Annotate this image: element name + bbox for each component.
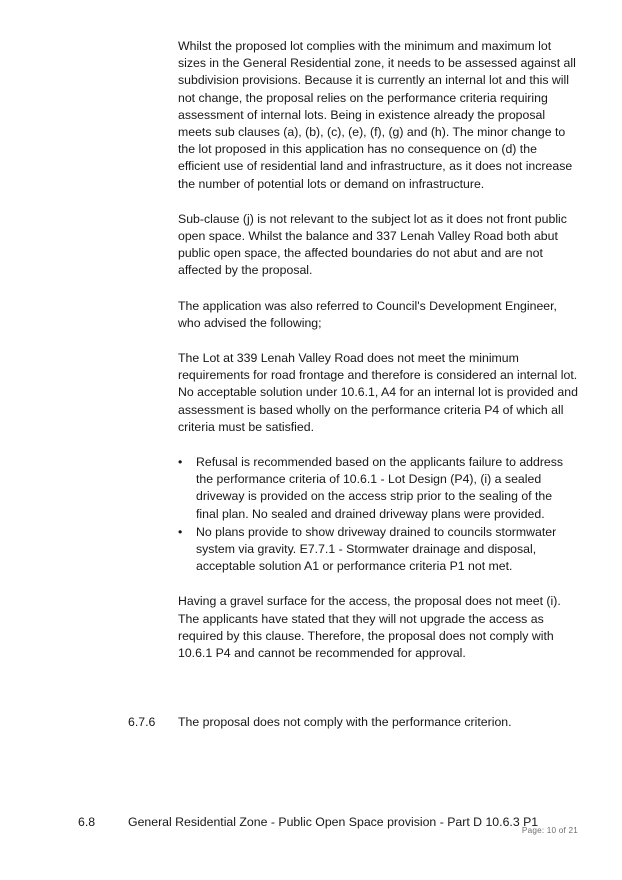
spacer-before-section-2 bbox=[0, 780, 622, 814]
bullet-point-icon: • bbox=[178, 524, 183, 539]
paragraph-sub-clause-j: Sub-clause (j) is not relevant to the subject lot as it does not front public open space. Whilst the balance and 337 Lenah Valley Road both abut public open space, the affected boundaries do not abut and are not affected by the proposal. bbox=[178, 211, 567, 278]
clause-text: The proposal does not comply with the performance criterion. bbox=[178, 715, 512, 730]
section-number: 6.8 bbox=[78, 814, 96, 829]
document-body bbox=[0, 38, 622, 831]
list-item-text: Refusal is recommended based on the applicants failure to address the performance criteria of 10.6.1 - Lot Design (P4), (i) a sealed driveway is provided on the access strip prior to the sealing of the final plan. No sealed and drained driveway plans were provided. bbox=[196, 455, 564, 521]
list-item bbox=[0, 454, 622, 523]
list-item-text: No plans provide to show driveway drained to councils stormwater system via gravity. E7.7.1 - Stormwater drainage and disposal, acceptable solution A1 or performance criteria P1 not met. bbox=[196, 524, 557, 574]
paragraph-development-engineer-referral: The application was also referred to Council's Development Engineer, who advised the following; bbox=[178, 298, 557, 330]
page-footer: Page: 10 of 21 bbox=[521, 826, 578, 835]
paragraph-internal-lot-assessment: Whilst the proposed lot complies with the minimum and maximum lot sizes in the General Residential zone, it needs to be assessed against all subdivision provisions. Because it is currently an internal lot and this will not change, the proposal relies on the performance criteria requiring assessment of internal lots. Being in existence already the proposal meets sub clauses (a), (b), (c), (e), (f), (g) and (h). The minor change to the lot proposed in this application has no consequence on (d) the efficient use of residential land and infrastructure, as it does not increase the number of potential lots or demand on infrastructure. bbox=[178, 39, 576, 191]
clause-6-7-6 bbox=[0, 714, 622, 731]
bullet-point-icon: • bbox=[178, 455, 183, 470]
paragraph-lot-339-frontage: The Lot at 339 Lenah Valley Road does not meet the minimum requirements for road frontage and therefore is considered an internal lot. No acceptable solution under 10.6.1, A4 for an internal lot is provided and assessment is based wholly on the performance criteria P4 of which all criteria must be satisfied. bbox=[178, 351, 578, 434]
spacer-before-section bbox=[0, 732, 622, 780]
paragraph-gravel-surface-conclusion: Having a gravel surface for the access, the proposal does not meet (i). The applicants have stated that they will not upgrade the access as required by this clause. Therefore, the proposal does not comply with 10.6.1 P4 and cannot be recommended for approval. bbox=[178, 594, 561, 661]
spacer-before-clause bbox=[0, 680, 622, 714]
clause-number: 6.7.6 bbox=[128, 715, 156, 730]
list-item bbox=[0, 524, 622, 576]
engineer-advice-list bbox=[0, 454, 622, 575]
section-title: General Residential Zone - Public Open Space provision - Part D 10.6.3 P1 bbox=[128, 814, 539, 829]
